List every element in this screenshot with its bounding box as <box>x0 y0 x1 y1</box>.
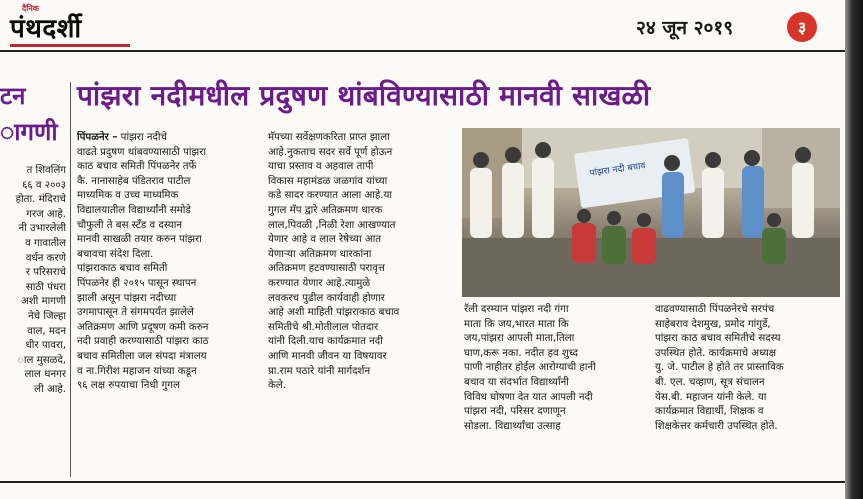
text-line: होता. मंदिराचे <box>15 194 66 206</box>
column-divider <box>70 82 71 477</box>
text-line: झाली असून पांझरा नदीच्या <box>77 292 177 304</box>
text-line: येस.बी. महाजन यांनी केले. या <box>655 391 767 403</box>
text-line: व ना.गिरीश महाजन यांच्या कडून <box>77 365 197 377</box>
text-line: पिंपळनेर ही २०१५ पासून स्थापन <box>77 277 197 289</box>
article-column-3 <box>464 303 650 434</box>
text-line: करण्यात येणार आहे.त्यामुळे <box>268 277 371 289</box>
text-line: लवकरच पुढील कार्यवाही होणार <box>268 292 385 304</box>
text-line: लाल धनगर <box>24 369 66 381</box>
text-line: समितीचे श्री.मोतीलाल पोतदार <box>268 321 379 333</box>
bottom-divider <box>0 481 845 483</box>
masthead-title: पंथदर्शी <box>10 14 82 44</box>
text-line: बचाव या संदर्भात विद्यार्थ्यांनी <box>464 376 569 388</box>
text-line: व गावातील <box>25 237 66 249</box>
text-line: गुगल मॅप द्वारे अतिक्रमण धारक <box>268 204 383 216</box>
article-column-2 <box>268 131 458 394</box>
text-line: साहेबराव देशमुख, प्रमोद गांगुर्डे, <box>655 318 771 330</box>
text-line: त शिवलिंग <box>26 165 66 176</box>
text-line: लाल,पिवळी ,निळी रेशा आखण्यात <box>268 219 396 231</box>
text-line: ाल मुसळदे, <box>17 354 66 366</box>
masthead-small-label: दैनिक <box>22 4 39 13</box>
text-line: काठ बचाव समिती पिंपळनेर तर्फे <box>77 161 197 173</box>
text-line: मानवी साखळी तयार करुन पांझरा <box>77 234 202 246</box>
text-line: येणाऱ्या अतिक्रमण धारकांना <box>268 248 372 260</box>
header-divider <box>0 50 845 52</box>
text-line: उपस्थित होते. कार्यक्रमाचे अध्यक्ष <box>655 347 777 359</box>
text-line: चौफुली ते बस स्टँड व दस्यान <box>77 219 182 231</box>
text-line: विविध घोषणा देत यात आपली नदी <box>464 391 593 403</box>
text-line: कार्यक्रमात विद्यार्थी, शिक्षक व <box>655 406 764 418</box>
article-headline: पांझरा नदीमधील प्रदुषण थांबविण्यासाठी मानवी साखळी <box>77 79 651 112</box>
left-headline-line: टन <box>0 81 26 110</box>
text-line: अतिक्रमण हटवण्यासाठी परावृत्त <box>268 263 385 275</box>
next-headline-fragment <box>290 486 350 496</box>
text-line: उगमापासून ते संगमपर्यंत झालेले <box>77 307 194 319</box>
text-line: यु. जे. पाटील हे होते तर प्रास्ताविक <box>655 362 784 374</box>
text-line: वाल, मदन <box>27 325 66 337</box>
text-line: ली आहे. <box>34 383 66 395</box>
text-line: नेचे जिल्हा <box>28 310 66 322</box>
text-line: कडे सादर करण्यात आला आहे.या <box>268 190 393 202</box>
text-line: नी उभारलेली <box>18 223 66 235</box>
article-column-4 <box>655 303 838 434</box>
text-line: मॅपच्या सर्वेक्षणकरिता प्राप्त झाला <box>268 132 390 143</box>
text-line: पांझरा नदी, परिसर दणाणून <box>464 406 566 418</box>
text-line: यांनी दिली.याच कार्यक्रमात नदी <box>268 336 383 348</box>
text-line: धीर पावरा, <box>25 340 66 352</box>
text-line: पांझराकाठ बचाव समिती <box>77 263 168 275</box>
rally-photo-illustration <box>462 128 840 297</box>
text-line: साठी पंधरा <box>25 281 66 293</box>
page-edge-shadow <box>845 0 863 499</box>
text-line: ९६ लक्ष रुपयाचा निधी गुगल <box>77 380 180 392</box>
text-line: रॅली दरम्यान पांझरा नदी गंगा <box>464 304 569 315</box>
text-line: केले. <box>268 380 286 392</box>
text-line: माता कि जय,भारत माता कि <box>464 318 569 330</box>
article-first-line: पांझरा नदीचे <box>117 132 168 143</box>
page-header <box>0 0 845 52</box>
text-line: कै. नानासाहेब पंडितराव पाटील <box>77 175 191 187</box>
text-line: वर्धन करणे <box>25 252 66 264</box>
text-line: अतिक्रमण आणि प्रदूषण कमी करुन <box>77 321 209 333</box>
text-line: पांझरा काठ बचाव समितीचे सदस्य <box>655 333 781 345</box>
text-line: अशी मागणी <box>20 296 66 308</box>
text-line: आहे अशी माहिती पांझराकाठ बचाव <box>268 307 400 319</box>
issue-date: २४ जून २०१९ <box>636 17 734 39</box>
text-line: घाण,करू नका. नदीत हव शुध्द <box>464 347 579 359</box>
text-line: पाणी नाहीतर होईल आरोग्याची हानी <box>464 362 596 374</box>
text-line: ६६ व २००३ <box>22 179 66 191</box>
text-line: आणि मानवी जीवन या विषयावर <box>268 350 387 362</box>
text-line: जय,पांझरा आपली माता,तिला <box>464 333 575 345</box>
text-line: सोडला. विद्यार्थ्यांचा उत्साह <box>464 420 561 432</box>
text-line: गरज आहे. <box>26 208 66 220</box>
text-line: आहे.नुकताच सदर सर्वे पूर्ण होऊन <box>268 146 393 158</box>
text-line: याचा प्रस्ताव व अहवाल तापी <box>268 161 374 173</box>
page-number-badge: ३ <box>787 12 817 42</box>
article-dateline: पिंपळनेर – <box>77 132 118 143</box>
text-line: विकास महामंडळ जळगांव यांच्या <box>268 175 388 187</box>
text-line: प्रा.राम पठारे यांनी मार्गदर्शन <box>268 365 371 377</box>
text-line: नदी प्रवाही करण्यासाठी पांझरा काठ <box>77 336 209 348</box>
left-headline-line: ागणी <box>0 117 58 146</box>
text-line: येणार आहे व लाल रेषेच्या आत <box>268 234 382 246</box>
text-line: वाढते प्रदुषण थांबवण्यासाठी पांझरा <box>77 146 207 158</box>
left-article-column <box>0 164 66 398</box>
masthead-underline <box>10 44 130 47</box>
text-line: बी. एल. चव्हाण, सूत्र संचालन <box>655 376 765 388</box>
text-line: बचाव समितीला जल संपदा मंत्रालय <box>77 350 207 362</box>
text-line: माध्यमिक व उच्च माध्यमिक <box>77 190 179 202</box>
text-line: वाढवण्यासाठी पिंपळनेरचे सरपंच <box>655 304 775 315</box>
banner-text: पांझरा नदी बचाव <box>589 161 647 179</box>
text-line: विद्यालयातील विद्यार्थ्यांनी समोडे <box>77 204 191 216</box>
article-column-1 <box>77 131 260 394</box>
article-photo <box>462 128 840 297</box>
text-line: शिक्षकेत्तर कर्मचारी उपस्थित होते. <box>655 420 778 432</box>
text-line: बचावचा संदेश दिला. <box>77 248 154 260</box>
left-article-headline <box>0 78 62 150</box>
text-line: र परिसराचे <box>25 267 66 279</box>
